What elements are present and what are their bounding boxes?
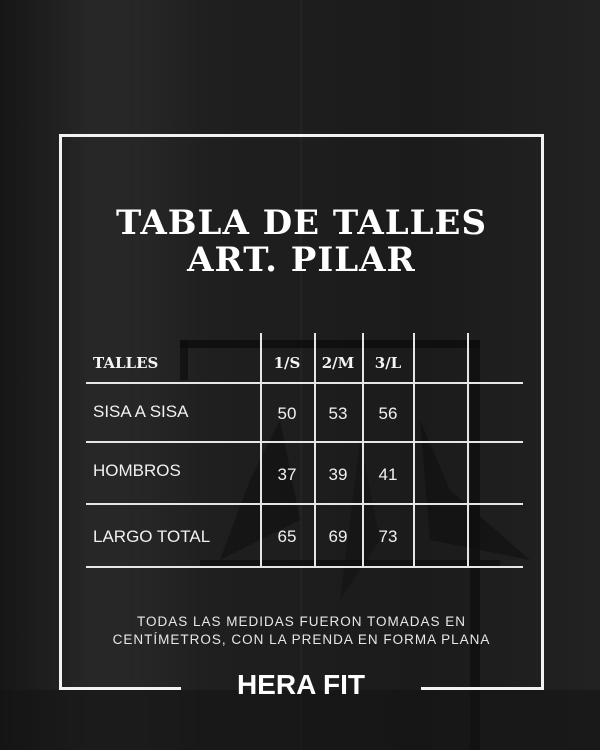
- table-header-size-2: 2/M: [321, 354, 355, 372]
- measurement-note-line-1: TODAS LAS MEDIDAS FUERON TOMADAS EN: [136, 614, 467, 629]
- frame-bottom-right-border: [421, 687, 544, 690]
- measurement-note-line-2: CENTÍMETROS, CON LA PRENDA EN FORMA PLANA: [112, 632, 491, 647]
- table-header-size-1: 1/S: [273, 354, 301, 372]
- table-cell: 41: [378, 465, 398, 484]
- page-subtitle: ART. PILAR: [187, 240, 416, 280]
- table-divider: [260, 333, 262, 568]
- table-cell: 56: [378, 404, 398, 423]
- table-divider: [362, 333, 364, 568]
- table-divider: [314, 333, 316, 568]
- table-divider: [86, 441, 523, 443]
- table-header-size-3: 3/L: [374, 354, 402, 372]
- brand-logo-text: HERA FIT: [236, 669, 366, 700]
- table-row-label: LARGO TOTAL: [93, 527, 211, 546]
- page-title: TABLA DE TALLES: [115, 203, 488, 243]
- table-cell: 69: [328, 527, 348, 546]
- table-row-label: HOMBROS: [93, 461, 181, 480]
- table-divider: [86, 503, 523, 505]
- table-cell: 37: [277, 465, 297, 484]
- table-cell: 53: [328, 404, 348, 423]
- table-divider: [86, 382, 523, 384]
- table-header-talles: TALLES: [93, 354, 159, 372]
- table-divider: [413, 333, 415, 568]
- frame-right-border: [541, 134, 544, 690]
- table-divider: [86, 566, 523, 568]
- table-cell: 50: [277, 404, 297, 423]
- table-row-label: SISA A SISA: [93, 402, 189, 421]
- frame-top-border: [59, 134, 544, 137]
- table-cell: 39: [328, 465, 348, 484]
- table-cell: 73: [378, 527, 398, 546]
- frame-bottom-left-border: [59, 687, 181, 690]
- table-cell: 65: [277, 527, 297, 546]
- table-divider: [467, 333, 469, 568]
